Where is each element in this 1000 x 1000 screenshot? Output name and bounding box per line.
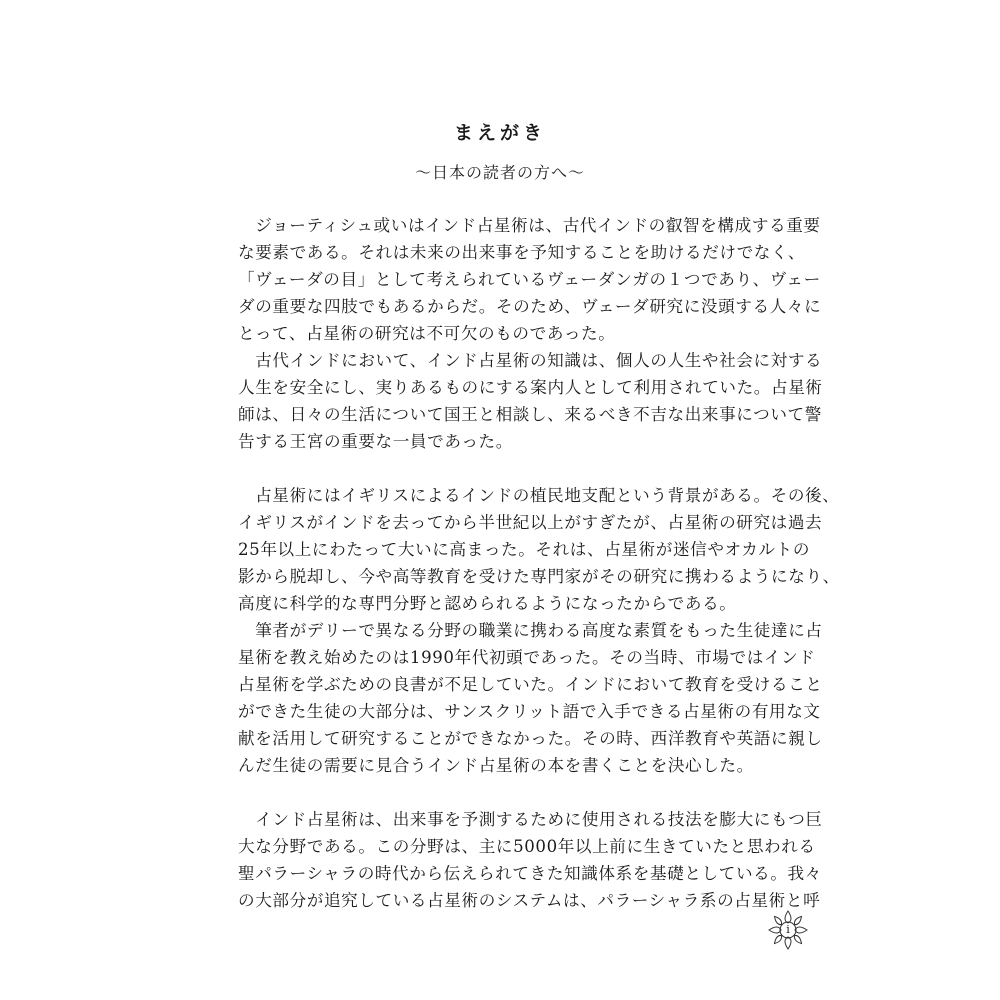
text-line: ダの重要な四肢でもあるからだ。そのため、ヴェーダ研究に没頭する人々に: [238, 297, 822, 316]
page-title: まえがき: [453, 122, 546, 144]
text-line: ジョーティシュ或いはインド占星術は、古代インドの叡智を構成する重要: [238, 216, 821, 235]
text-line: 占星術を学ぶための良書が不足していた。インドにおいて教育を受けること: [238, 675, 823, 694]
text-line: とって、占星術の研究は不可欠のものであった。: [238, 324, 616, 343]
text-line: 高度に科学的な専門分野と認められるようになったからである。: [238, 594, 737, 613]
paragraph-gap: [238, 779, 778, 806]
page-number-badge: [767, 909, 809, 951]
text-line: 聖パラーシャラの時代から伝えられてきた知識体系を基礎としている。我々: [238, 864, 822, 883]
text-line: イギリスがインドを去ってから半世紀以上がすぎたが、占星術の研究は過去: [238, 513, 823, 532]
text-line: な要素である。それは未来の出来事を予知することを助けるだけでなく、: [238, 243, 806, 262]
paragraph-gap: [238, 455, 778, 482]
text-line: 献を活用して研究することができなかった。その時、西洋教育や英語に親し: [238, 729, 823, 748]
text-line: 筆者がデリーで異なる分野の職業に携わる高度な素質をもった生徒達に占: [238, 621, 823, 640]
page-subtitle: 〜日本の読者の方へ〜: [414, 163, 585, 182]
text-line: 人生を安全にし、実りあるものにする案内人として利用されていた。占星術: [238, 378, 823, 397]
text-line: んだ生徒の需要に見合うインド占星術の本を書くことを決心した。: [238, 756, 754, 775]
text-line: 星術を教え始めたのは1990年代初頭であった。その当時、市場ではインド: [238, 648, 816, 667]
text-line: 告する王宮の重要な一員であった。: [238, 432, 513, 451]
text-line: 影から脱却し、今や高等教育を受けた専門家がその研究に携わるようになり、: [238, 567, 840, 586]
text-line: 師は、日々の生活について国王と相談し、来るべき不吉な出来事について警: [238, 405, 822, 424]
text-line: 古代インドにおいて、インド占星術の知識は、個人の人生や社会に対する: [238, 351, 823, 370]
body-text: [238, 212, 840, 914]
page-number: i: [786, 923, 790, 936]
text-line: 「ヴェーダの目」として考えられているヴェーダンガの１つであり、ヴェー: [238, 270, 821, 289]
text-line: 占星術にはイギリスによるインドの植民地支配という背景がある。その後、: [238, 486, 840, 505]
text-line: 25年以上にわたって大いに高まった。それは、占星術が迷信やオカルトの: [238, 540, 811, 559]
text-line: の大部分が追究している占星術のシステムは、パラーシャラ系の占星術と呼: [238, 891, 821, 910]
text-line: ができた生徒の大部分は、サンスクリット語で入手できる占星術の有用な文: [238, 702, 821, 721]
text-line: 大な分野である。この分野は、主に5000年以上前に生きていたと思われる: [238, 837, 816, 856]
text-line: インド占星術は、出来事を予測するために使用される技法を膨大にもつ巨: [238, 810, 823, 829]
